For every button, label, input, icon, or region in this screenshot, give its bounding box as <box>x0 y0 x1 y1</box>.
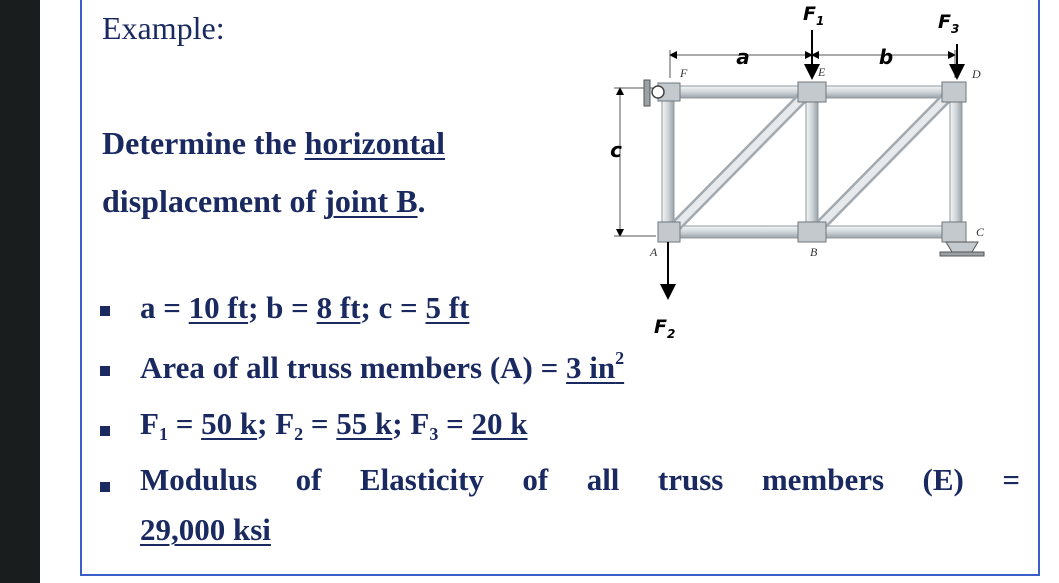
joint-b-emphasis: joint B <box>324 183 418 219</box>
example-heading: Example: <box>102 10 225 46</box>
separator: ; <box>392 406 411 441</box>
bullet-marker <box>100 306 110 316</box>
b-value: 8 ft <box>316 290 361 325</box>
dim-a-label: a <box>736 45 750 69</box>
problem-line-1 <box>102 125 445 162</box>
separator: ; <box>257 406 276 441</box>
f2-value: 55 k <box>336 406 393 441</box>
joint-c-label: C <box>976 225 985 239</box>
period: . <box>417 183 426 219</box>
joint-b-label: B <box>810 245 818 259</box>
dark-side-bar <box>0 0 40 583</box>
equals: = <box>438 406 472 441</box>
forces-line <box>140 406 527 445</box>
dim-c-label: c <box>610 138 622 162</box>
horizontal-emphasis: horizontal <box>304 125 446 161</box>
equals: = <box>167 406 202 441</box>
roller-support-icon <box>940 242 984 256</box>
force-f1-label <box>803 3 824 28</box>
modulus-line: Modulus of Elasticity of all truss members (E) = <box>140 462 1020 497</box>
problem-text: Determine the <box>102 125 305 161</box>
dim-b-label: b <box>878 45 894 69</box>
area-exponent: 2 <box>615 348 625 368</box>
bullet-marker <box>100 426 110 436</box>
joint-c-plate <box>942 222 966 242</box>
joint-e-label: E <box>818 65 826 79</box>
dimension-c <box>614 88 656 236</box>
member-af <box>662 88 674 236</box>
joint-e-plate <box>798 82 826 102</box>
f2-symbol: F <box>275 406 295 441</box>
c-label: ; c = <box>360 290 426 325</box>
f3-letter: F <box>938 11 951 33</box>
area-label: Area of all truss members (A) = <box>140 350 567 385</box>
a-value: 10 ft <box>188 290 249 325</box>
joint-f-label: F <box>680 66 688 80</box>
b-label: ; b = <box>248 290 317 325</box>
f3-symbol: F <box>410 406 430 441</box>
member-be <box>806 88 818 236</box>
joint-d-plate <box>942 82 966 102</box>
modulus-value-line <box>140 512 271 548</box>
f2-letter: F <box>654 316 667 338</box>
f1-sub: 1 <box>815 14 825 28</box>
a-label: a = <box>140 290 189 325</box>
f1-letter: F <box>803 3 816 25</box>
f1-subscript: 1 <box>158 424 168 444</box>
area-line <box>140 348 624 386</box>
f3-value: 20 k <box>471 406 528 441</box>
truss-diagram <box>600 0 1020 360</box>
force-f2-label <box>654 316 675 341</box>
problem-text: displacement of <box>102 183 325 219</box>
f2-sub: 2 <box>666 327 676 341</box>
joint-d-label: D <box>972 67 981 81</box>
joint-b-plate <box>798 222 826 242</box>
bullet-marker <box>100 482 110 492</box>
f3-subscript: 3 <box>429 424 439 444</box>
f1-value: 50 k <box>201 406 258 441</box>
area-number: 3 in <box>566 350 616 385</box>
force-f3-label <box>938 11 959 36</box>
f1-symbol: F <box>140 406 159 441</box>
equals: = <box>303 406 337 441</box>
modulus-value: 29,000 ksi <box>140 512 271 547</box>
dimensions-line <box>140 290 469 326</box>
joint-a-plate <box>658 222 680 242</box>
joint-a-label: A <box>650 245 658 259</box>
problem-line-2 <box>102 183 426 220</box>
f2-subscript: 2 <box>294 424 304 444</box>
member-cd <box>950 88 962 236</box>
bullet-marker <box>100 366 110 376</box>
c-value: 5 ft <box>425 290 470 325</box>
f3-sub: 3 <box>950 22 960 36</box>
